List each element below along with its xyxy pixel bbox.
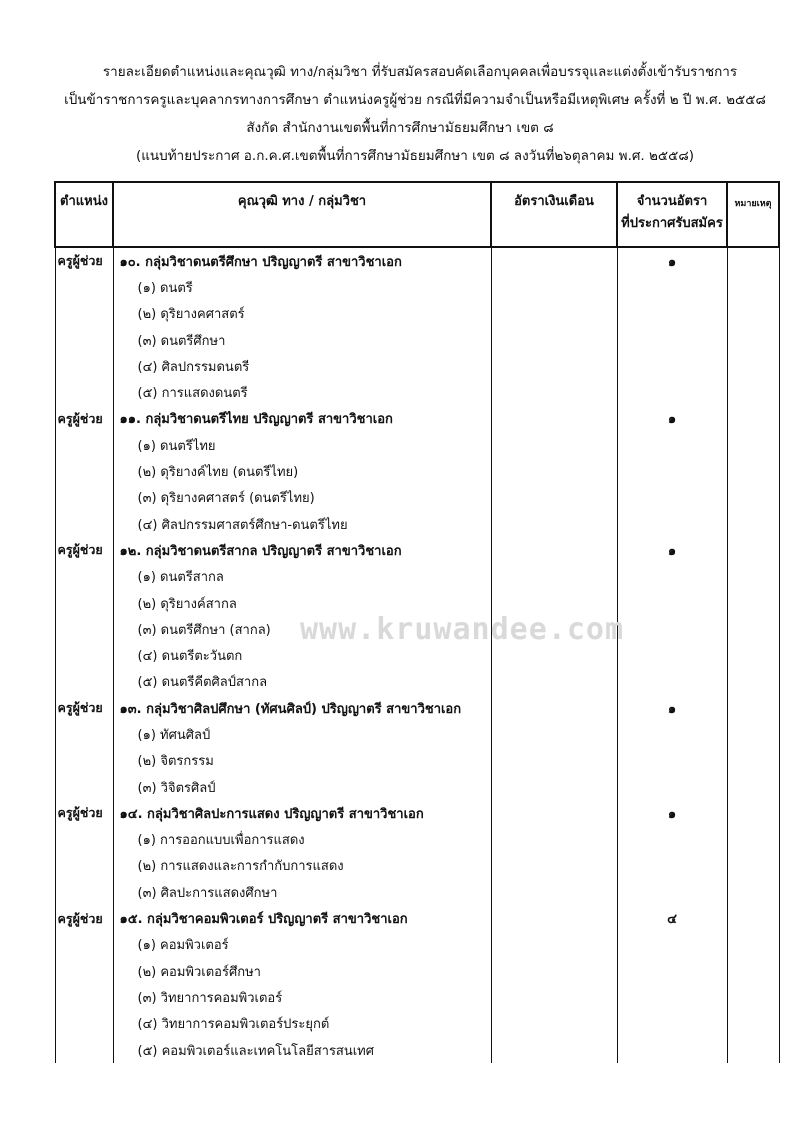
count-cell: [617, 590, 727, 616]
remark-cell: [727, 274, 779, 300]
count-cell: [617, 274, 727, 300]
salary-cell: [491, 879, 617, 905]
remark-cell: [727, 1037, 779, 1063]
item-row: [55, 327, 779, 353]
remark-cell: [727, 958, 779, 984]
major-item: (๒) คอมพิวเตอร์ศึกษา: [113, 958, 491, 984]
item-row: [55, 748, 779, 774]
count-cell: [617, 353, 727, 379]
major-item: (๓) ดุริยางคศาสตร์ (ดนตรีไทย): [113, 485, 491, 511]
header-salary: อัตราเงินเดือน: [491, 182, 617, 247]
header-count: [617, 182, 727, 247]
count-cell: [617, 827, 727, 853]
count-cell: ๑: [617, 247, 727, 274]
remark-cell: [727, 879, 779, 905]
group-row: [55, 537, 779, 563]
salary-cell: [491, 458, 617, 484]
salary-cell: [491, 669, 617, 695]
item-row: [55, 721, 779, 747]
position-cell: [55, 1037, 113, 1063]
remark-cell: [727, 616, 779, 642]
remark-cell: [727, 695, 779, 721]
major-item: (๒) จิตรกรรม: [113, 748, 491, 774]
position-cell: [55, 274, 113, 300]
position-cell: ครูผู้ช่วย: [55, 695, 113, 721]
major-item: (๓) ดนตรีศึกษา (สากล): [113, 616, 491, 642]
salary-cell: [491, 616, 617, 642]
count-cell: [617, 932, 727, 958]
remark-cell: [727, 537, 779, 563]
count-cell: [617, 616, 727, 642]
salary-cell: [491, 247, 617, 274]
major-item: (๓) วิจิตรศิลป์: [113, 774, 491, 800]
remark-cell: [727, 669, 779, 695]
item-row: [55, 853, 779, 879]
salary-cell: [491, 748, 617, 774]
item-row: [55, 590, 779, 616]
salary-cell: [491, 406, 617, 432]
major-item: (๒) การแสดงและการกำกับการแสดง: [113, 853, 491, 879]
position-cell: [55, 958, 113, 984]
item-row: [55, 827, 779, 853]
salary-cell: [491, 274, 617, 300]
position-cell: [55, 327, 113, 353]
salary-cell: [491, 590, 617, 616]
remark-cell: [727, 590, 779, 616]
header-qualification: คุณวุฒิ ทาง / กลุ่มวิชา: [113, 182, 491, 247]
count-cell: [617, 327, 727, 353]
qualification-table: [54, 181, 780, 1063]
position-cell: [55, 853, 113, 879]
remark-cell: [727, 853, 779, 879]
count-cell: [617, 984, 727, 1010]
count-cell: [617, 511, 727, 537]
remark-cell: [727, 353, 779, 379]
major-item: (๕) คอมพิวเตอร์และเทคโนโลยีสารสนเทศ: [113, 1037, 491, 1063]
count-cell: [617, 721, 727, 747]
count-cell: ๑: [617, 406, 727, 432]
group-title: ๑๓. กลุ่มวิชาศิลปศึกษา (ทัศนศิลป์) ปริญญาตรี สาขาวิชาเอก: [113, 695, 491, 721]
position-cell: [55, 669, 113, 695]
count-cell: ๔: [617, 905, 727, 931]
remark-cell: [727, 327, 779, 353]
count-cell: ๑: [617, 800, 727, 826]
position-cell: [55, 1011, 113, 1037]
position-cell: [55, 485, 113, 511]
group-row: [55, 800, 779, 826]
remark-cell: [727, 721, 779, 747]
major-item: (๒) ดุริยางค์สากล: [113, 590, 491, 616]
count-cell: [617, 1037, 727, 1063]
position-cell: ครูผู้ช่วย: [55, 537, 113, 563]
count-cell: [617, 748, 727, 774]
position-cell: [55, 590, 113, 616]
count-cell: [617, 564, 727, 590]
position-cell: [55, 564, 113, 590]
table-body: [55, 247, 779, 1063]
position-cell: [55, 511, 113, 537]
group-row: [55, 695, 779, 721]
document-header: [0, 58, 800, 170]
major-item: (๔) ศิลปกรรมดนตรี: [113, 353, 491, 379]
position-cell: [55, 458, 113, 484]
remark-cell: [727, 485, 779, 511]
salary-cell: [491, 379, 617, 405]
salary-cell: [491, 327, 617, 353]
item-row: [55, 379, 779, 405]
major-item: (๔) วิทยาการคอมพิวเตอร์ประยุกต์: [113, 1011, 491, 1037]
position-cell: [55, 774, 113, 800]
item-row: [55, 879, 779, 905]
group-title: ๑๑. กลุ่มวิชาดนตรีไทย ปริญญาตรี สาขาวิชาเอก: [113, 406, 491, 432]
count-cell: ๑: [617, 695, 727, 721]
item-row: [55, 458, 779, 484]
salary-cell: [491, 695, 617, 721]
major-item: (๑) ทัศนศิลป์: [113, 721, 491, 747]
item-row: [55, 984, 779, 1010]
item-row: [55, 642, 779, 668]
salary-cell: [491, 1011, 617, 1037]
salary-cell: [491, 800, 617, 826]
count-cell: [617, 958, 727, 984]
group-title: ๑๐. กลุ่มวิชาดนตรีศึกษา ปริญญาตรี สาขาวิชาเอก: [113, 247, 491, 274]
salary-cell: [491, 642, 617, 668]
remark-cell: [727, 458, 779, 484]
major-item: (๓) วิทยาการคอมพิวเตอร์: [113, 984, 491, 1010]
position-cell: [55, 721, 113, 747]
group-title: ๑๔. กลุ่มวิชาศิลปะการแสดง ปริญญาตรี สาขาวิชาเอก: [113, 800, 491, 826]
count-cell: [617, 774, 727, 800]
group-title: ๑๕. กลุ่มวิชาคอมพิวเตอร์ ปริญญาตรี สาขาวิชาเอก: [113, 905, 491, 931]
major-item: (๕) ดนตรีคีตศิลป์สากล: [113, 669, 491, 695]
item-row: [55, 353, 779, 379]
header-position: ตำแหน่ง: [55, 182, 113, 247]
major-item: (๑) การออกแบบเพื่อการแสดง: [113, 827, 491, 853]
salary-cell: [491, 932, 617, 958]
header-line-3: สังกัด สำนักงานเขตพื้นที่การศึกษามัธยมศึกษา เขต ๘: [246, 120, 554, 136]
count-cell: [617, 642, 727, 668]
remark-cell: [727, 800, 779, 826]
position-cell: ครูผู้ช่วย: [55, 905, 113, 931]
group-row: [55, 406, 779, 432]
salary-cell: [491, 537, 617, 563]
remark-cell: [727, 827, 779, 853]
salary-cell: [491, 301, 617, 327]
remark-cell: [727, 564, 779, 590]
header-count-line-2: ที่ประกาศรับสมัคร: [621, 216, 723, 231]
position-cell: [55, 379, 113, 405]
count-cell: [617, 879, 727, 905]
position-cell: [55, 642, 113, 668]
position-cell: ครูผู้ช่วย: [55, 247, 113, 274]
major-item: (๔) ศิลปกรรมศาสตร์ศึกษา-ดนตรีไทย: [113, 511, 491, 537]
header-count-line-1: จำนวนอัตรา: [636, 194, 708, 209]
item-row: [55, 432, 779, 458]
remark-cell: [727, 642, 779, 668]
position-cell: [55, 432, 113, 458]
salary-cell: [491, 564, 617, 590]
item-row: [55, 616, 779, 642]
count-cell: ๑: [617, 537, 727, 563]
position-cell: [55, 827, 113, 853]
major-item: (๕) การแสดงดนตรี: [113, 379, 491, 405]
salary-cell: [491, 905, 617, 931]
count-cell: [617, 379, 727, 405]
header-remark: หมายเหตุ: [727, 182, 779, 247]
item-row: [55, 1037, 779, 1063]
major-item: (๑) ดนตรีสากล: [113, 564, 491, 590]
count-cell: [617, 432, 727, 458]
item-row: [55, 669, 779, 695]
position-cell: [55, 748, 113, 774]
item-row: [55, 564, 779, 590]
major-item: (๑) คอมพิวเตอร์: [113, 932, 491, 958]
item-row: [55, 511, 779, 537]
item-row: [55, 774, 779, 800]
count-cell: [617, 485, 727, 511]
major-item: (๑) ดนตรี: [113, 274, 491, 300]
remark-cell: [727, 774, 779, 800]
salary-cell: [491, 511, 617, 537]
salary-cell: [491, 353, 617, 379]
count-cell: [617, 1011, 727, 1037]
position-cell: [55, 932, 113, 958]
position-cell: ครูผู้ช่วย: [55, 406, 113, 432]
position-cell: [55, 616, 113, 642]
remark-cell: [727, 1011, 779, 1037]
remark-cell: [727, 301, 779, 327]
count-cell: [617, 301, 727, 327]
group-row: [55, 247, 779, 274]
salary-cell: [491, 958, 617, 984]
position-cell: [55, 984, 113, 1010]
major-item: (๑) ดนตรีไทย: [113, 432, 491, 458]
remark-cell: [727, 247, 779, 274]
header-line-1: รายละเอียดตำแหน่งและคุณวุฒิ ทาง/กลุ่มวิชา ที่รับสมัครสอบคัดเลือกบุคคลเพื่อบรรจุและแต่งตั้งเข้ารับราชการ: [102, 64, 738, 80]
remark-cell: [727, 932, 779, 958]
group-title: ๑๒. กลุ่มวิชาดนตรีสากล ปริญญาตรี สาขาวิชาเอก: [113, 537, 491, 563]
item-row: [55, 301, 779, 327]
count-cell: [617, 458, 727, 484]
major-item: (๓) ศิลปะการแสดงศึกษา: [113, 879, 491, 905]
salary-cell: [491, 853, 617, 879]
item-row: [55, 932, 779, 958]
remark-cell: [727, 905, 779, 931]
major-item: (๔) ดนตรีตะวันตก: [113, 642, 491, 668]
position-cell: [55, 353, 113, 379]
count-cell: [617, 853, 727, 879]
item-row: [55, 485, 779, 511]
count-cell: [617, 669, 727, 695]
salary-cell: [491, 485, 617, 511]
salary-cell: [491, 721, 617, 747]
remark-cell: [727, 379, 779, 405]
remark-cell: [727, 406, 779, 432]
major-item: (๒) ดุริยางคศาสตร์: [113, 301, 491, 327]
header-line-2: เป็นข้าราชการครูและบุคลากรทางการศึกษา ตำแหน่งครูผู้ช่วย กรณีที่มีความจำเป็นหรือมีเหตุพิเศษ ครั้งที่ ๒ ปี พ.ศ. ๒๕๕๘: [64, 92, 766, 108]
salary-cell: [491, 827, 617, 853]
item-row: [55, 274, 779, 300]
item-row: [55, 958, 779, 984]
remark-cell: [727, 511, 779, 537]
major-item: (๒) ดุริยางค์ไทย (ดนตรีไทย): [113, 458, 491, 484]
remark-cell: [727, 748, 779, 774]
major-item: (๓) ดนตรีศึกษา: [113, 327, 491, 353]
position-cell: [55, 879, 113, 905]
remark-cell: [727, 432, 779, 458]
position-cell: ครูผู้ช่วย: [55, 800, 113, 826]
salary-cell: [491, 984, 617, 1010]
remark-cell: [727, 984, 779, 1010]
watermark: www.kruwandee.com: [300, 612, 625, 647]
table-header-row: [55, 182, 779, 247]
position-cell: [55, 301, 113, 327]
salary-cell: [491, 774, 617, 800]
group-row: [55, 905, 779, 931]
header-line-4: (แนบท้ายประกาศ อ.ก.ค.ศ.เขตพื้นที่การศึกษามัธยมศึกษา เขต ๘ ลงวันที่๒๖ตุลาคม พ.ศ. ๒๕๕๘): [135, 148, 695, 164]
salary-cell: [491, 432, 617, 458]
salary-cell: [491, 1037, 617, 1063]
item-row: [55, 1011, 779, 1037]
